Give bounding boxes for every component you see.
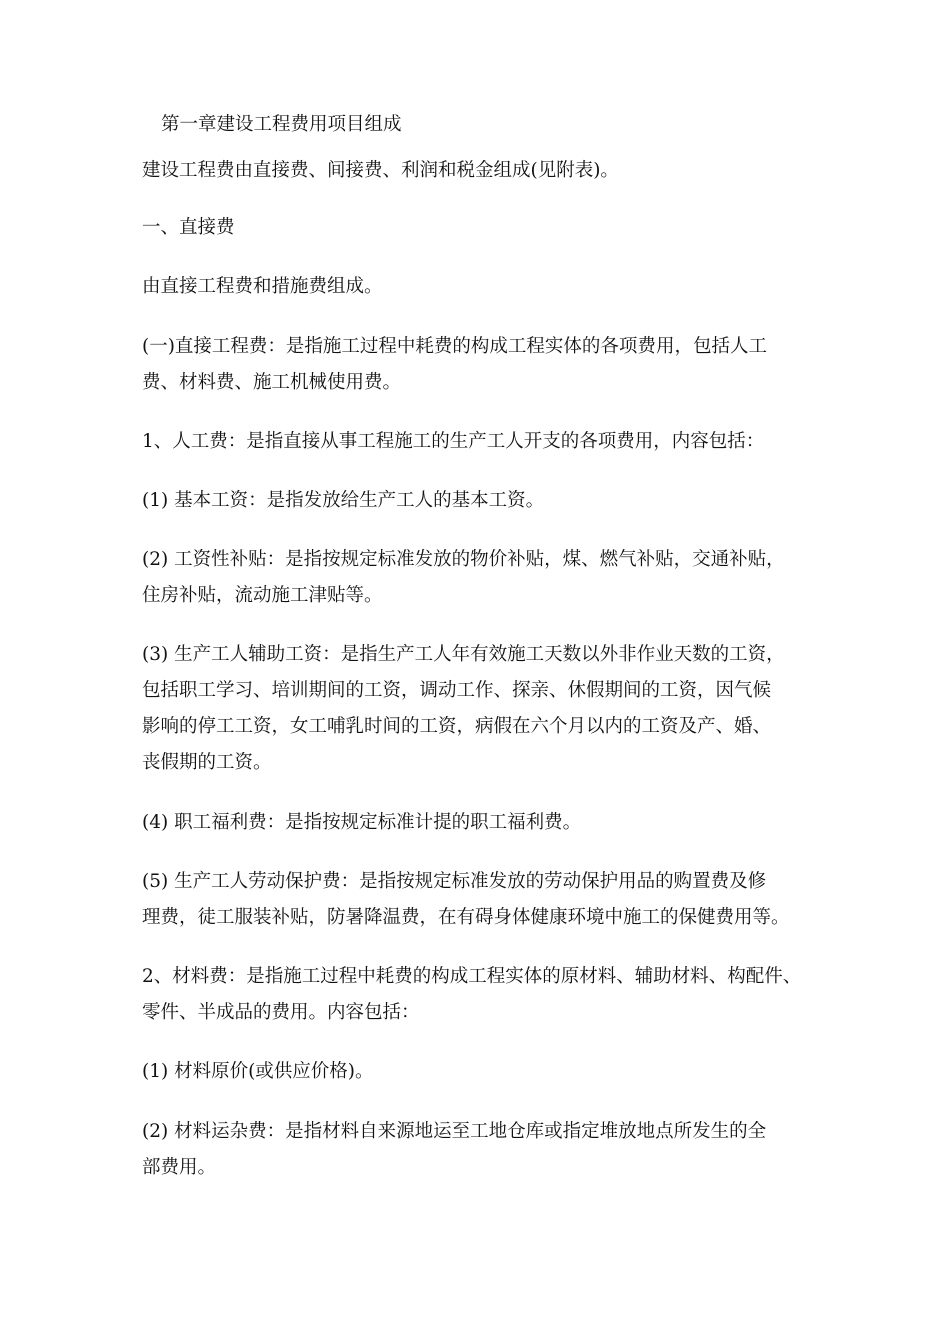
list-item-auxiliary-wage: (3) 生产工人辅助工资：是指生产工人年有效施工天数以外非作业天数的工资，: [142, 644, 785, 665]
paragraph-material-cost-cont: 零件、半成品的费用。内容包括：: [142, 1002, 420, 1023]
list-item-labor-protection: (5) 生产工人劳动保护费：是指按规定标准发放的劳动保护用品的购置费及修: [142, 871, 767, 892]
list-item-material-freight-cont: 部费用。: [142, 1157, 217, 1178]
list-item-wage-subsidy: (2) 工资性补贴：是指按规定标准发放的物价补贴，煤、燃气补贴，交通补贴，: [142, 549, 785, 570]
section-heading-direct-cost: 一、直接费: [142, 217, 235, 238]
list-item-auxiliary-wage-cont-1: 包括职工学习、培训期间的工资，调动工作、探亲、休假期间的工资，因气候: [142, 680, 772, 701]
list-item-auxiliary-wage-cont-3: 丧假期的工资。: [142, 752, 272, 773]
paragraph-direct-engineering-cost: (一)直接工程费：是指施工过程中耗费的构成工程实体的各项费用，包括人工: [142, 336, 767, 357]
list-item-auxiliary-wage-cont-2: 影响的停工工资，女工哺乳时间的工资，病假在六个月以内的工资及产、婚、: [142, 716, 772, 737]
list-item-material-price: (1) 材料原价(或供应价格)。: [142, 1061, 374, 1082]
list-item-material-freight: (2) 材料运杂费：是指材料自来源地运至工地仓库或指定堆放地点所发生的全: [142, 1121, 767, 1142]
paragraph-labor-cost: 1、人工费：是指直接从事工程施工的生产工人开支的各项费用，内容包括：: [142, 431, 765, 452]
paragraph-direct-cost-desc: 由直接工程费和措施费组成。: [142, 276, 383, 297]
list-item-wage-subsidy-cont: 住房补贴，流动施工津贴等。: [142, 585, 383, 606]
paragraph-material-cost: 2、材料费：是指施工过程中耗费的构成工程实体的原材料、辅助材料、构配件、: [142, 966, 802, 987]
paragraph-direct-engineering-cost-cont: 费、材料费、施工机械使用费。: [142, 372, 402, 393]
list-item-basic-wage: (1) 基本工资：是指发放给生产工人的基本工资。: [142, 490, 545, 511]
list-item-welfare: (4) 职工福利费：是指按规定标准计提的职工福利费。: [142, 812, 582, 833]
chapter-title: 第一章建设工程费用项目组成: [161, 114, 402, 135]
paragraph-intro: 建设工程费由直接费、间接费、利润和税金组成(见附表)。: [142, 160, 619, 181]
list-item-labor-protection-cont: 理费，徒工服装补贴，防暑降温费，在有碍身体健康环境中施工的保健费用等。: [142, 907, 790, 928]
